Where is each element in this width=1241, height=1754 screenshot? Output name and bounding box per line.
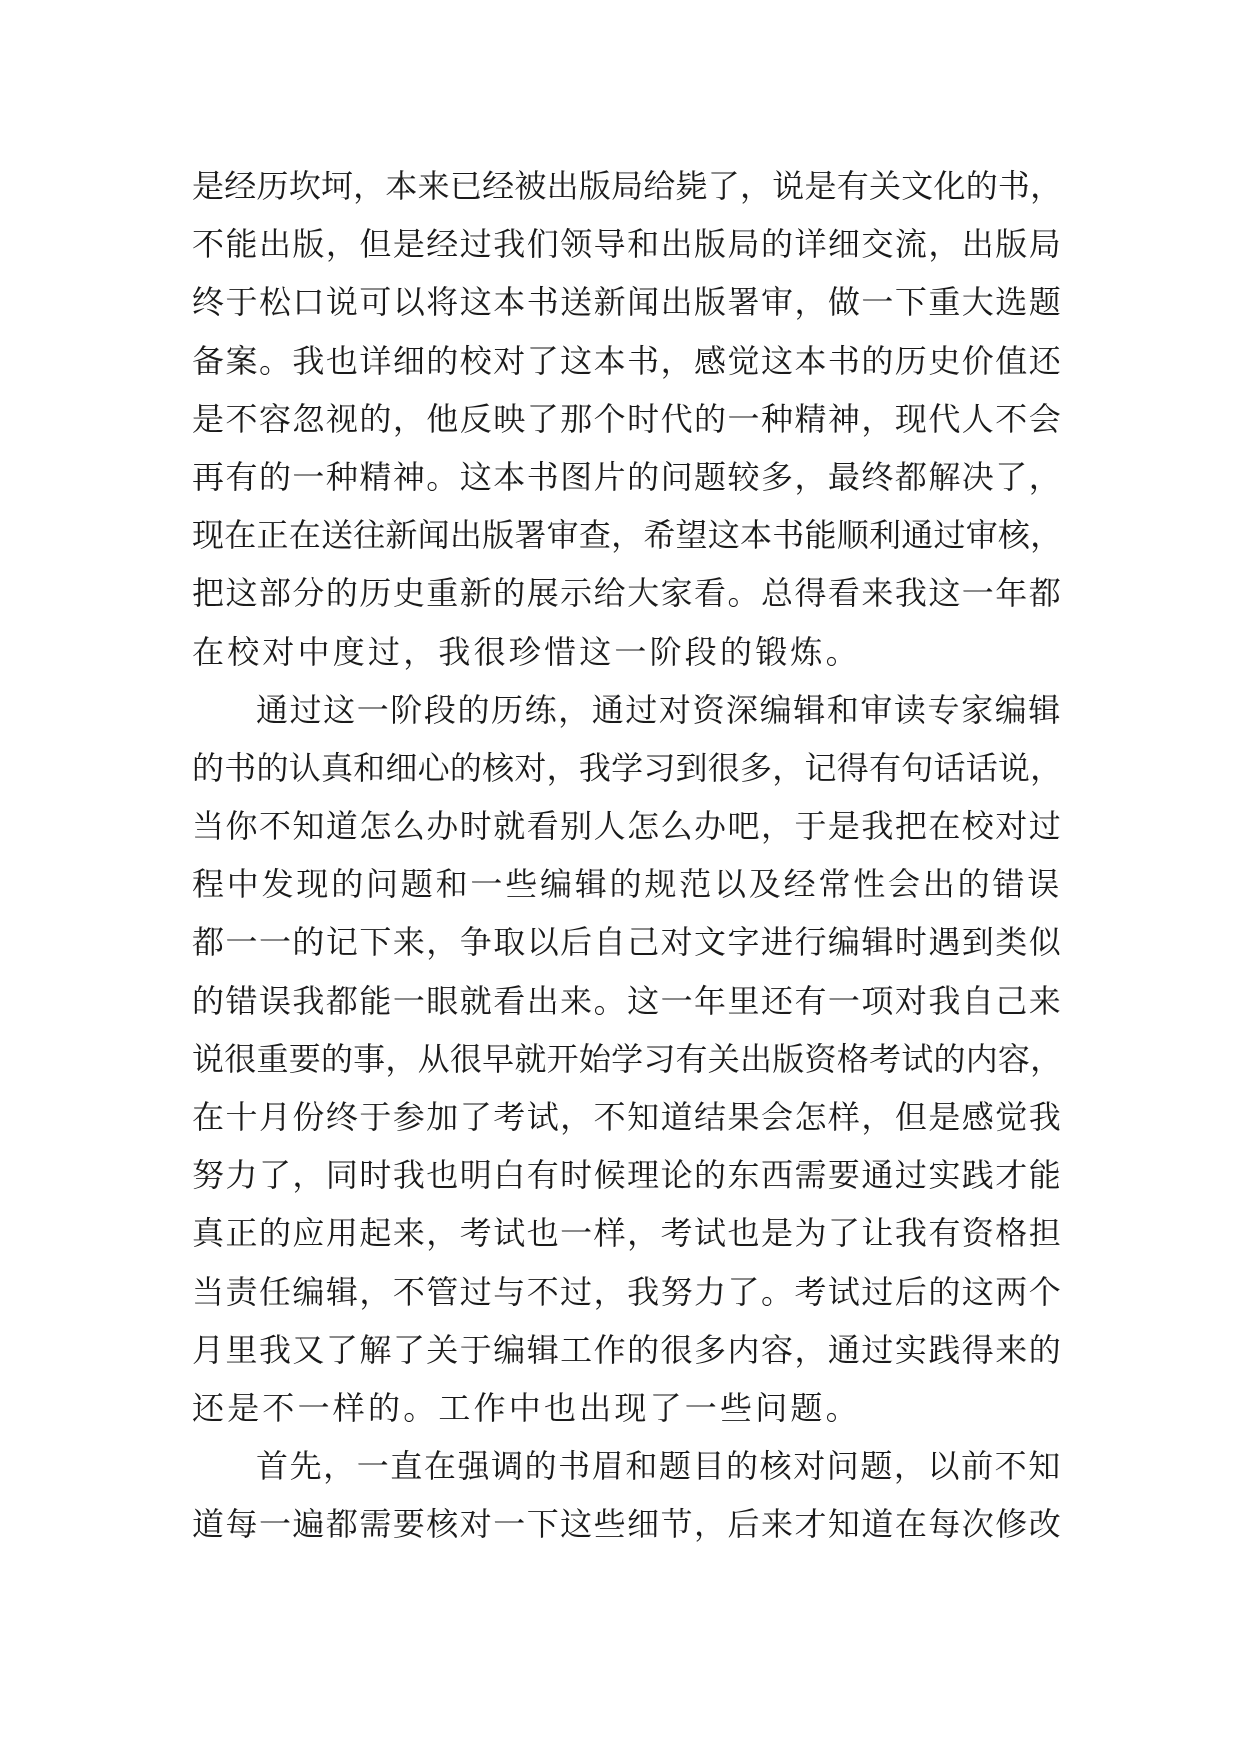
text-line: 都一一的记下来，争取以后自己对文字进行编辑时遇到类似 [192, 923, 1063, 962]
text-line: 不能出版，但是经过我们领导和出版局的详细交流，出版局 [192, 225, 1063, 264]
text-line: 当你不知道怎么办时就看别人怎么办吧，于是我把在校对过 [192, 807, 1063, 846]
text-line: 把这部分的历史重新的展示给大家看。总得看来我这一年都 [192, 574, 1063, 613]
body-text [192, 157, 1062, 1554]
text-line: 在校对中度过，我很珍惜这一阶段的锻炼。 [192, 632, 861, 671]
text-line: 还是不一样的。工作中也出现了一些问题。 [192, 1388, 861, 1427]
text-line: 当责任编辑，不管过与不过，我努力了。考试过后的这两个 [192, 1272, 1063, 1311]
text-line: 是不容忽视的，他反映了那个时代的一种精神，现代人不会 [192, 399, 1063, 438]
text-line: 说很重要的事，从很早就开始学习有关出版资格考试的内容， [192, 1039, 1063, 1078]
text-line: 在十月份终于参加了考试，不知道结果会怎样，但是感觉我 [192, 1098, 1063, 1136]
text-line: 现在正在送往新闻出版署审查，希望这本书能顺利通过审核， [192, 516, 1063, 555]
text-line: 备案。我也详细的校对了这本书，感觉这本书的历史价值还 [192, 341, 1063, 380]
text-line: 是经历坎坷，本来已经被出版局给毙了，说是有关文化的书， [192, 167, 1063, 205]
text-line: 道每一遍都需要核对一下这些细节，后来才知道在每次修改 [192, 1505, 1063, 1544]
text-line: 努力了，同时我也明白有时候理论的东西需要通过实践才能 [192, 1156, 1063, 1195]
text-line: 程中发现的问题和一些编辑的规范以及经常性会出的错误 [192, 865, 1063, 904]
text-line: 终于松口说可以将这本书送新闻出版署审，做一下重大选题 [192, 283, 1063, 322]
paragraph-first-line: 首先，一直在强调的书眉和题目的核对问题，以前不知 [256, 1447, 1062, 1486]
text-line: 月里我又了解了关于编辑工作的很多内容，通过实践得来的 [192, 1330, 1063, 1369]
text-line: 真正的应用起来，考试也一样，考试也是为了让我有资格担 [192, 1214, 1063, 1253]
text-line: 的错误我都能一眼就看出来。这一年里还有一项对我自己来 [192, 981, 1063, 1020]
text-line: 再有的一种精神。这本书图片的问题较多，最终都解决了， [192, 457, 1063, 496]
text-line: 的书的认真和细心的核对，我学习到很多，记得有句话话说， [192, 748, 1063, 787]
paragraph-first-line: 通过这一阶段的历练，通过对资深编辑和审读专家编辑 [256, 690, 1062, 729]
